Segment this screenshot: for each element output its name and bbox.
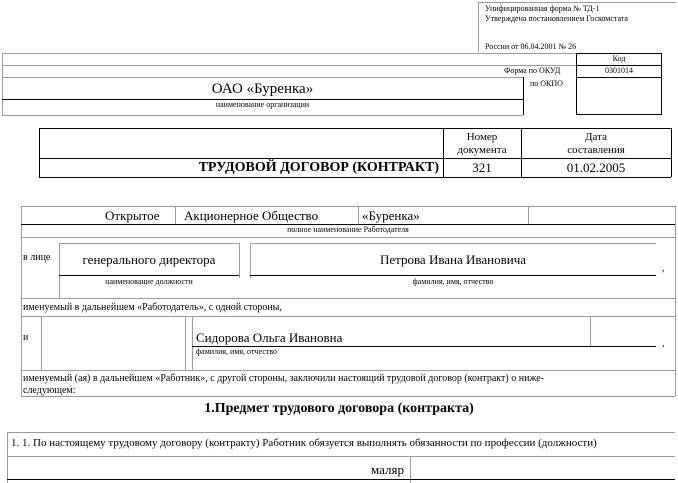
employee-name: Сидорова Ольга Ивановна — [196, 330, 343, 345]
doc-table-right — [671, 128, 672, 177]
employee-divider-4 — [590, 316, 591, 346]
position-right-border — [239, 243, 240, 278]
employer-line-top — [21, 206, 675, 207]
unified-form-line3: России от 06.04.2001 № 26 — [485, 42, 577, 51]
number-header-2: документа — [457, 144, 507, 156]
employee-line-top — [21, 316, 675, 317]
date-header-2: составления — [567, 144, 625, 156]
employer-divider-3 — [528, 206, 529, 224]
okpo-value-cell — [576, 77, 662, 115]
person-underline — [250, 275, 656, 276]
organization-caption: наименование организации — [215, 100, 310, 109]
party-block-right — [675, 206, 676, 396]
doc-header-underline — [443, 158, 671, 159]
person-caption: фамилия, имя, отчество — [412, 277, 494, 286]
in-person-label: в лице — [23, 252, 51, 263]
position-caption: наименование должности — [105, 277, 193, 286]
in-person-line-top — [21, 237, 675, 238]
code-header: Код — [612, 54, 626, 63]
position-value: генерального директора — [82, 252, 216, 267]
okud-value: 0301014 — [605, 66, 633, 75]
employee-name-caption: фамилия, имя, отчество — [196, 347, 277, 356]
unified-form-line1: Унифицированная форма № ТД-1 — [485, 4, 600, 13]
date-header-1: Дата — [585, 131, 607, 143]
employee-comma: , — [662, 338, 665, 349]
employer-divider-1 — [175, 206, 176, 224]
employer-referred-line-top — [21, 298, 675, 299]
employee-divider-2 — [185, 316, 186, 370]
position-top-line — [59, 243, 239, 244]
employee-left-divider — [41, 316, 42, 370]
document-title: ТРУДОВОЙ ДОГОВОР (КОНТРАКТ) — [198, 160, 439, 175]
employer-name-part2: Акционерное Общество — [184, 208, 319, 223]
org-line-top — [2, 77, 523, 78]
organization-name: ОАО «Буренка» — [211, 81, 314, 97]
person-comma: , — [662, 263, 665, 274]
employer-referred-text: именуемый в дальнейшем «Работодатель», с одной стороны, — [23, 302, 282, 313]
org-line-bottom — [2, 115, 523, 116]
employer-divider-2 — [358, 206, 359, 224]
doc-table-bottom — [39, 177, 671, 178]
form-header-border — [478, 2, 479, 52]
doc-table-inner-line — [39, 158, 443, 159]
profession-underline — [7, 479, 675, 480]
codes-line-mid — [2, 65, 576, 66]
okpo-label: по ОКПО — [530, 79, 563, 88]
section1-title: 1.Предмет трудового договора (контракта) — [204, 401, 474, 416]
unified-form-line2: Утверждена постановлением Госкомстата — [485, 14, 628, 23]
employer-full-name-caption: полное наименование Работодателя — [287, 225, 409, 234]
clause-line-top — [7, 432, 675, 433]
position-underline — [59, 275, 239, 276]
okud-label: Форма по ОКУД — [504, 66, 561, 75]
employee-referred-line-top — [21, 370, 675, 371]
clause-1-1-text: 1. 1. По настоящему трудовому договору (контракту) Работник обязуется выполнять обязанности по профессии (должности) — [11, 437, 597, 449]
okpo-left-border — [523, 77, 524, 115]
document-date: 01.02.2005 — [566, 160, 626, 175]
person-name-value: Петрова Ивана Ивановича — [379, 252, 527, 267]
clause-line-mid — [7, 456, 675, 457]
number-header-1: Номер — [466, 131, 498, 143]
document-number: 321 — [472, 160, 492, 175]
person-top-line — [250, 243, 656, 244]
employee-referred-text-1: именуемый (ая) в дальнейшем «Работник», с другой стороны, заключили настоящий трудовой договор (контракт) о ниже- — [23, 373, 544, 384]
employer-name-part1: Открытое — [105, 208, 160, 223]
form-header-border-top — [478, 2, 676, 3]
and-label: и — [23, 332, 29, 343]
codes-line-top — [2, 53, 576, 54]
doc-table-top — [39, 128, 671, 129]
employer-name-part3: «Буренка» — [362, 208, 420, 223]
employee-referred-text-2: следующем: — [23, 385, 76, 396]
employee-referred-line-bottom — [21, 396, 675, 397]
clause-left-border — [7, 432, 8, 483]
profession-value: маляр — [371, 462, 404, 477]
employee-divider-3 — [192, 316, 193, 370]
